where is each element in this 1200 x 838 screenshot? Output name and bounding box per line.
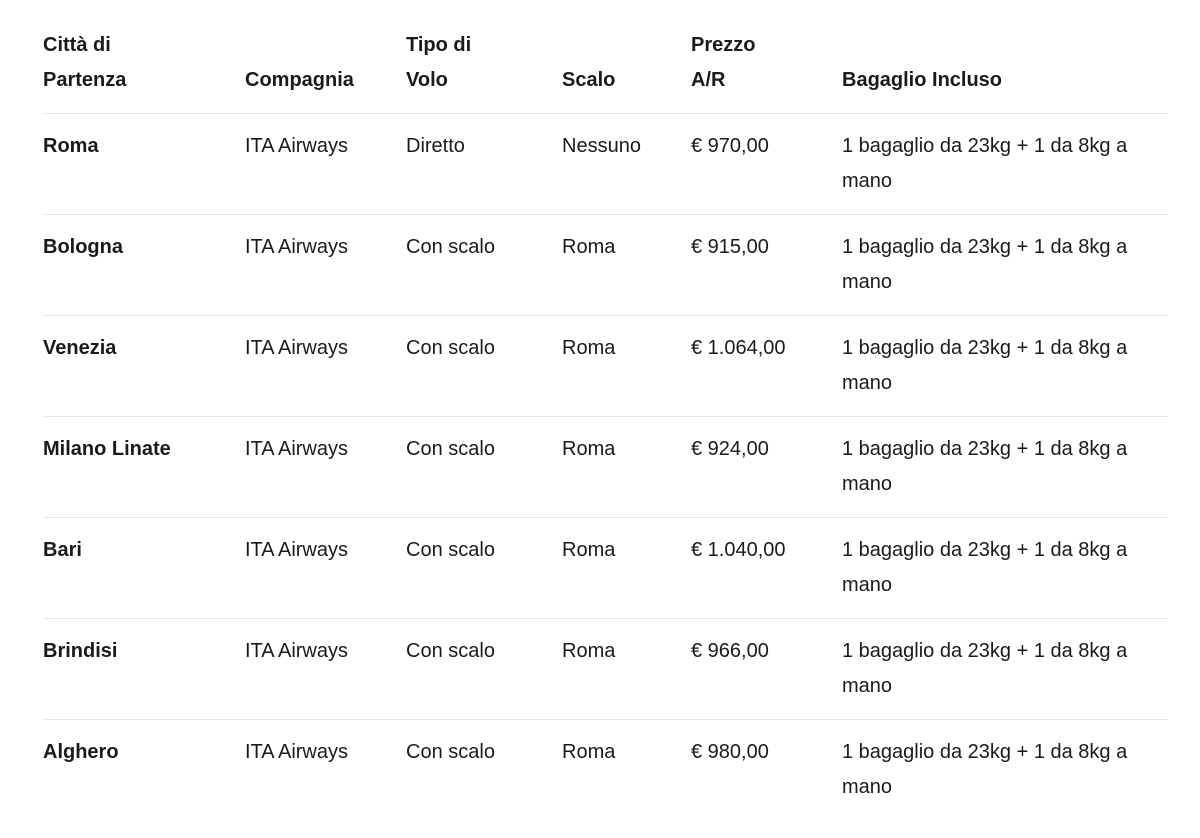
cell-airline: ITA Airways [245, 640, 348, 662]
cell-price: € 915,00 [691, 236, 769, 258]
cell-stopover: Roma [562, 640, 616, 662]
table-row [43, 316, 1168, 417]
cell-airline: ITA Airways [245, 438, 348, 460]
column-header-airline-label: Compagnia [245, 69, 354, 91]
cell-flight-type: Con scalo [406, 438, 495, 460]
cell-departure-city: Brindisi [43, 640, 118, 662]
cell-airline: ITA Airways [245, 741, 348, 763]
cell-baggage: 1 bagaglio da 23kg + 1 da 8kg a mano [842, 741, 1128, 798]
cell-stopover: Roma [562, 539, 616, 561]
table-row [43, 720, 1168, 821]
cell-flight-type: Con scalo [406, 640, 495, 662]
cell-stopover: Roma [562, 438, 616, 460]
cell-departure-city: Milano Linate [43, 438, 171, 460]
cell-stopover: Nessuno [562, 135, 641, 157]
column-header-price-label: Prezzo A/R [691, 34, 756, 91]
cell-departure-city: Bari [43, 539, 82, 561]
cell-price: € 1.040,00 [691, 539, 786, 561]
cell-flight-type: Con scalo [406, 539, 495, 561]
column-header-baggage-label: Bagaglio Incluso [842, 69, 1003, 91]
cell-price: € 1.064,00 [691, 337, 786, 359]
table-row [43, 518, 1168, 619]
cell-flight-type: Con scalo [406, 236, 495, 258]
header-row [43, 16, 1168, 114]
cell-price: € 980,00 [691, 741, 769, 763]
table-row [43, 215, 1168, 316]
cell-airline: ITA Airways [245, 539, 348, 561]
cell-baggage: 1 bagaglio da 23kg + 1 da 8kg a mano [842, 438, 1128, 495]
cell-baggage: 1 bagaglio da 23kg + 1 da 8kg a mano [842, 135, 1128, 192]
cell-airline: ITA Airways [245, 337, 348, 359]
cell-airline: ITA Airways [245, 135, 348, 157]
cell-departure-city: Bologna [43, 236, 123, 258]
column-header-stopover [562, 16, 691, 114]
cell-price: € 966,00 [691, 640, 769, 662]
cell-baggage: 1 bagaglio da 23kg + 1 da 8kg a mano [842, 539, 1128, 596]
cell-baggage: 1 bagaglio da 23kg + 1 da 8kg a mano [842, 640, 1128, 697]
flights-table [43, 16, 1168, 820]
table-body [43, 114, 1168, 821]
column-header-stopover-label: Scalo [562, 69, 616, 91]
cell-baggage: 1 bagaglio da 23kg + 1 da 8kg a mano [842, 236, 1128, 293]
cell-departure-city: Venezia [43, 337, 117, 359]
cell-flight-type: Con scalo [406, 337, 495, 359]
column-header-price [691, 16, 842, 114]
column-header-city-label: Città di Partenza [43, 34, 127, 91]
cell-baggage: 1 bagaglio da 23kg + 1 da 8kg a mano [842, 337, 1128, 394]
cell-price: € 970,00 [691, 135, 769, 157]
cell-departure-city: Alghero [43, 741, 119, 763]
cell-price: € 924,00 [691, 438, 769, 460]
cell-airline: ITA Airways [245, 236, 348, 258]
column-header-flight-type-label: Tipo di Volo [406, 34, 472, 91]
table-row [43, 114, 1168, 215]
column-header-airline [245, 16, 406, 114]
cell-stopover: Roma [562, 337, 616, 359]
table-row [43, 417, 1168, 518]
cell-stopover: Roma [562, 741, 616, 763]
column-header-city [43, 16, 245, 114]
cell-stopover: Roma [562, 236, 616, 258]
cell-departure-city: Roma [43, 135, 99, 157]
column-header-baggage [842, 16, 1168, 114]
cell-flight-type: Con scalo [406, 741, 495, 763]
column-header-flight-type [406, 16, 562, 114]
cell-flight-type: Diretto [406, 135, 465, 157]
table-row [43, 619, 1168, 720]
